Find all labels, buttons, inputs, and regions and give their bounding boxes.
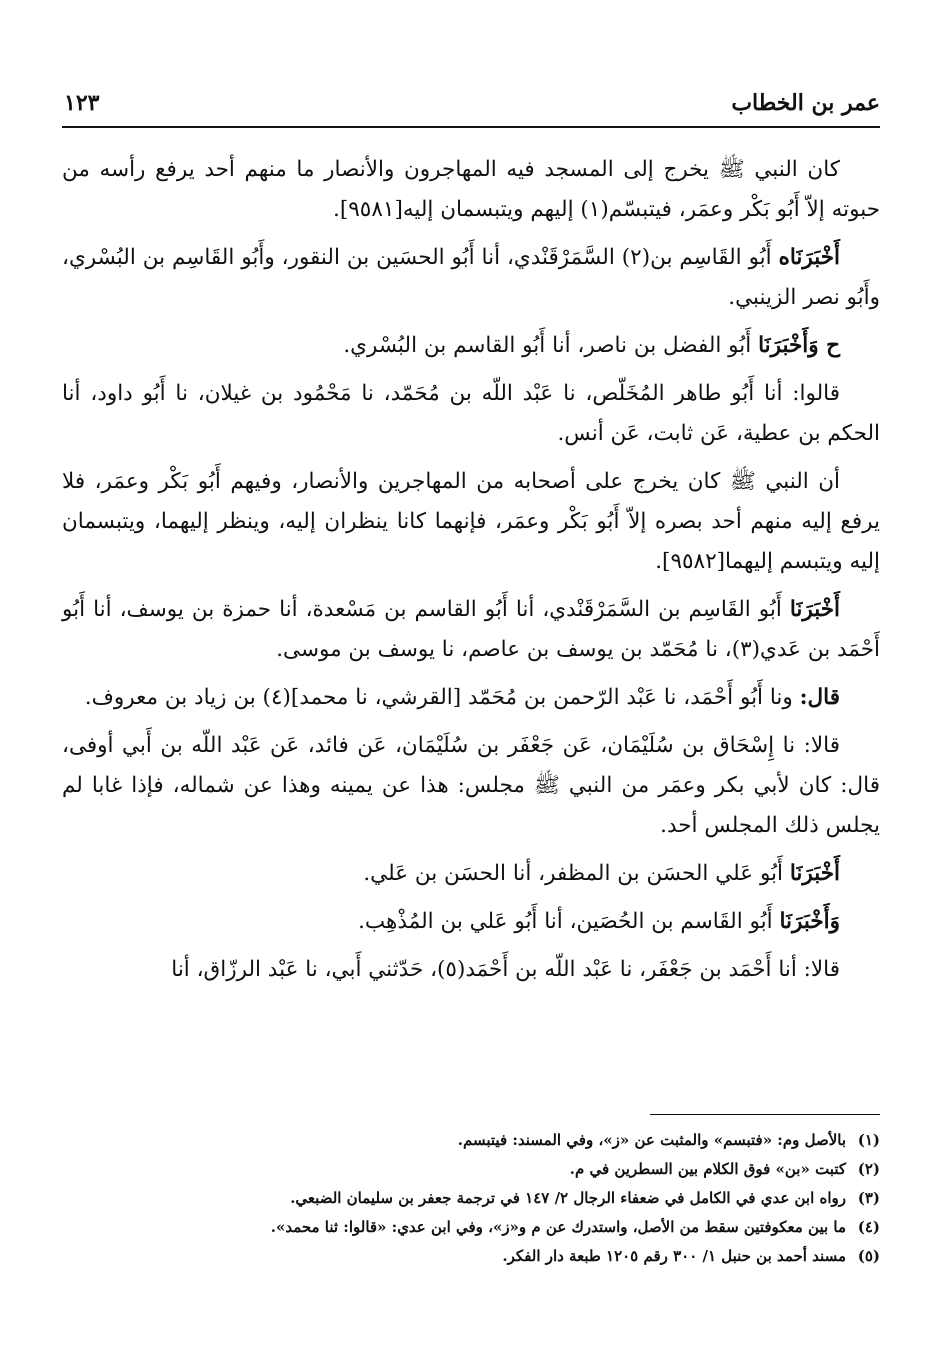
footnote-text: رواه ابن عدي في الكامل في ضعفاء الرجال ٢/ ١٤٧ في ترجمة جعفر بن سليمان الضبعي.: [290, 1189, 846, 1207]
main-text: [62, 150, 880, 998]
isnad-keyword: أَخْبَرَنَا: [789, 597, 840, 622]
footnote-rule: [650, 1114, 880, 1115]
footnote-4: [62, 1213, 880, 1242]
paragraph-3: ح وَأَخْبَرَنَا أَبُو الفضل بن ناصر، أنا أَبُو القاسم بن البُسْري.: [343, 333, 840, 358]
paragraph-9: أَخْبَرَنَا أَبُو عَلي الحسَن بن المظفر، أنا الحسَن بن عَلي.: [363, 861, 840, 886]
footnote-number: (٢): [857, 1160, 880, 1178]
footnote-3: [62, 1184, 880, 1213]
paragraph-11: قالا: أنا أَحْمَد بن جَعْفَر، نا عَبْد اللّه بن أَحْمَد(٥)، حَدّثني أَبي، نا عَبْد الرزّاق، أنا: [171, 957, 840, 982]
paragraph-4: قالوا: أنا أَبُو طاهر المُخَلّص، نا عَبْد اللّه بن مُحَمّد، نا مَحْمُود بن غيلان، نا أَبُو داود، أنا الحكم بن عطية، عَن ثابت، عَن أنس.: [62, 381, 880, 446]
footnote-text: ما بين معكوفتين سقط من الأصل، واستدرك عن م و«ز»، وفي ابن عدي: «قالوا: ثنا محمد».: [270, 1218, 846, 1236]
chapter-title: عمر بن الخطاب: [731, 90, 880, 116]
isnad-keyword: قال:: [799, 685, 840, 710]
isnad-keyword: أَخْبَرَنَاه: [778, 245, 840, 270]
running-header: [62, 86, 880, 122]
footnote-number: (٣): [857, 1189, 880, 1207]
isnad-keyword: أَخْبَرَنَا: [789, 861, 840, 886]
footnote-text: بالأصل وم: «فتبسم» والمثبت عن «ز»، وفي المسند: فيتبسم.: [457, 1131, 846, 1149]
page-number: ١٢٣: [64, 90, 100, 116]
footnote-number: (٥): [857, 1247, 880, 1265]
footnote-number: (١): [857, 1131, 880, 1149]
footnote-2: [62, 1155, 880, 1184]
footnote-text: كتبت «بن» فوق الكلام بين السطرين في م.: [569, 1160, 846, 1178]
paragraph-8: قالا: نا إِسْحَاق بن سُلَيْمَان، عَن جَعْفَر بن سُلَيْمَان، عَن فائد، عَن عَبْد اللّه بن أَبي أوفى، قال: كان لأبي بكر وعمَر من النبي ﷺ مجلس: هذا عن يمينه وهذا عن شماله، فإذا غابا لم يجلس ذلك المجلس أحد.: [62, 733, 880, 838]
paragraph-10: وَأَخْبَرَنَا أَبُو القَاسم بن الحُصَين، أنا أَبُو عَلي بن المُذْهِب.: [358, 909, 840, 934]
footnote-text: مسند أحمد بن حنبل ١/ ٣٠٠ رقم ١٢٠٥ طبعة دار الفكر.: [502, 1247, 846, 1265]
footnotes: [62, 1126, 880, 1271]
paragraph-6: أَخْبَرَنَا أَبُو القَاسِم بن السَّمَرْقَنْدي، أنا أَبُو القاسم بن مَسْعدة، أنا حمزة بن يوسف، أنا أَبُو أَحْمَد بن عَدي(٣)، نا مُحَمّد بن يوسف بن عاصم، نا يوسف بن موسى.: [62, 597, 880, 662]
paragraph-1: كان النبي ﷺ يخرج إلى المسجد فيه المهاجرون والأنصار ما منهم أحد يرفع رأسه من حبوته إلاّ أَبُو بَكْر وعمَر، فيتبسّم(١) إليهم ويتبسمان إليه[٩٥٨١].: [62, 157, 880, 222]
isnad-keyword: ح وَأَخْبَرَنَا: [758, 333, 840, 358]
paragraph-7: قال: ونا أَبُو أَحْمَد، نا عَبْد الرّحمن بن مُحَمّد [القرشي، نا محمد](٤) بن زياد بن معروف.: [84, 685, 840, 710]
paragraph-5: أن النبي ﷺ كان يخرج على أصحابه من المهاجرين والأنصار، وفيهم أَبُو بَكْر وعمَر، فلا يرفع إليه منهم أحد بصره إلاّ أَبُو بَكْر وعمَر، فإنهما كانا ينظران إليه، وينظر إليهما، ويتبسمان إليه ويتبسم إليهما[٩٥٨٢].: [62, 469, 880, 574]
header-rule: [62, 126, 880, 128]
footnote-1: [62, 1126, 880, 1155]
paragraph-2: أَخْبَرَنَاه أَبُو القَاسِم بن(٢) السَّمَرْقَنْدي، أنا أَبُو الحسَين بن النقور، وأَبُو القَاسِم بن البُسْري، وأَبُو نصر الزينبي.: [62, 245, 880, 310]
footnote-5: [62, 1242, 880, 1271]
isnad-keyword: وَأَخْبَرَنَا: [779, 909, 840, 934]
footnote-number: (٤): [857, 1218, 880, 1236]
